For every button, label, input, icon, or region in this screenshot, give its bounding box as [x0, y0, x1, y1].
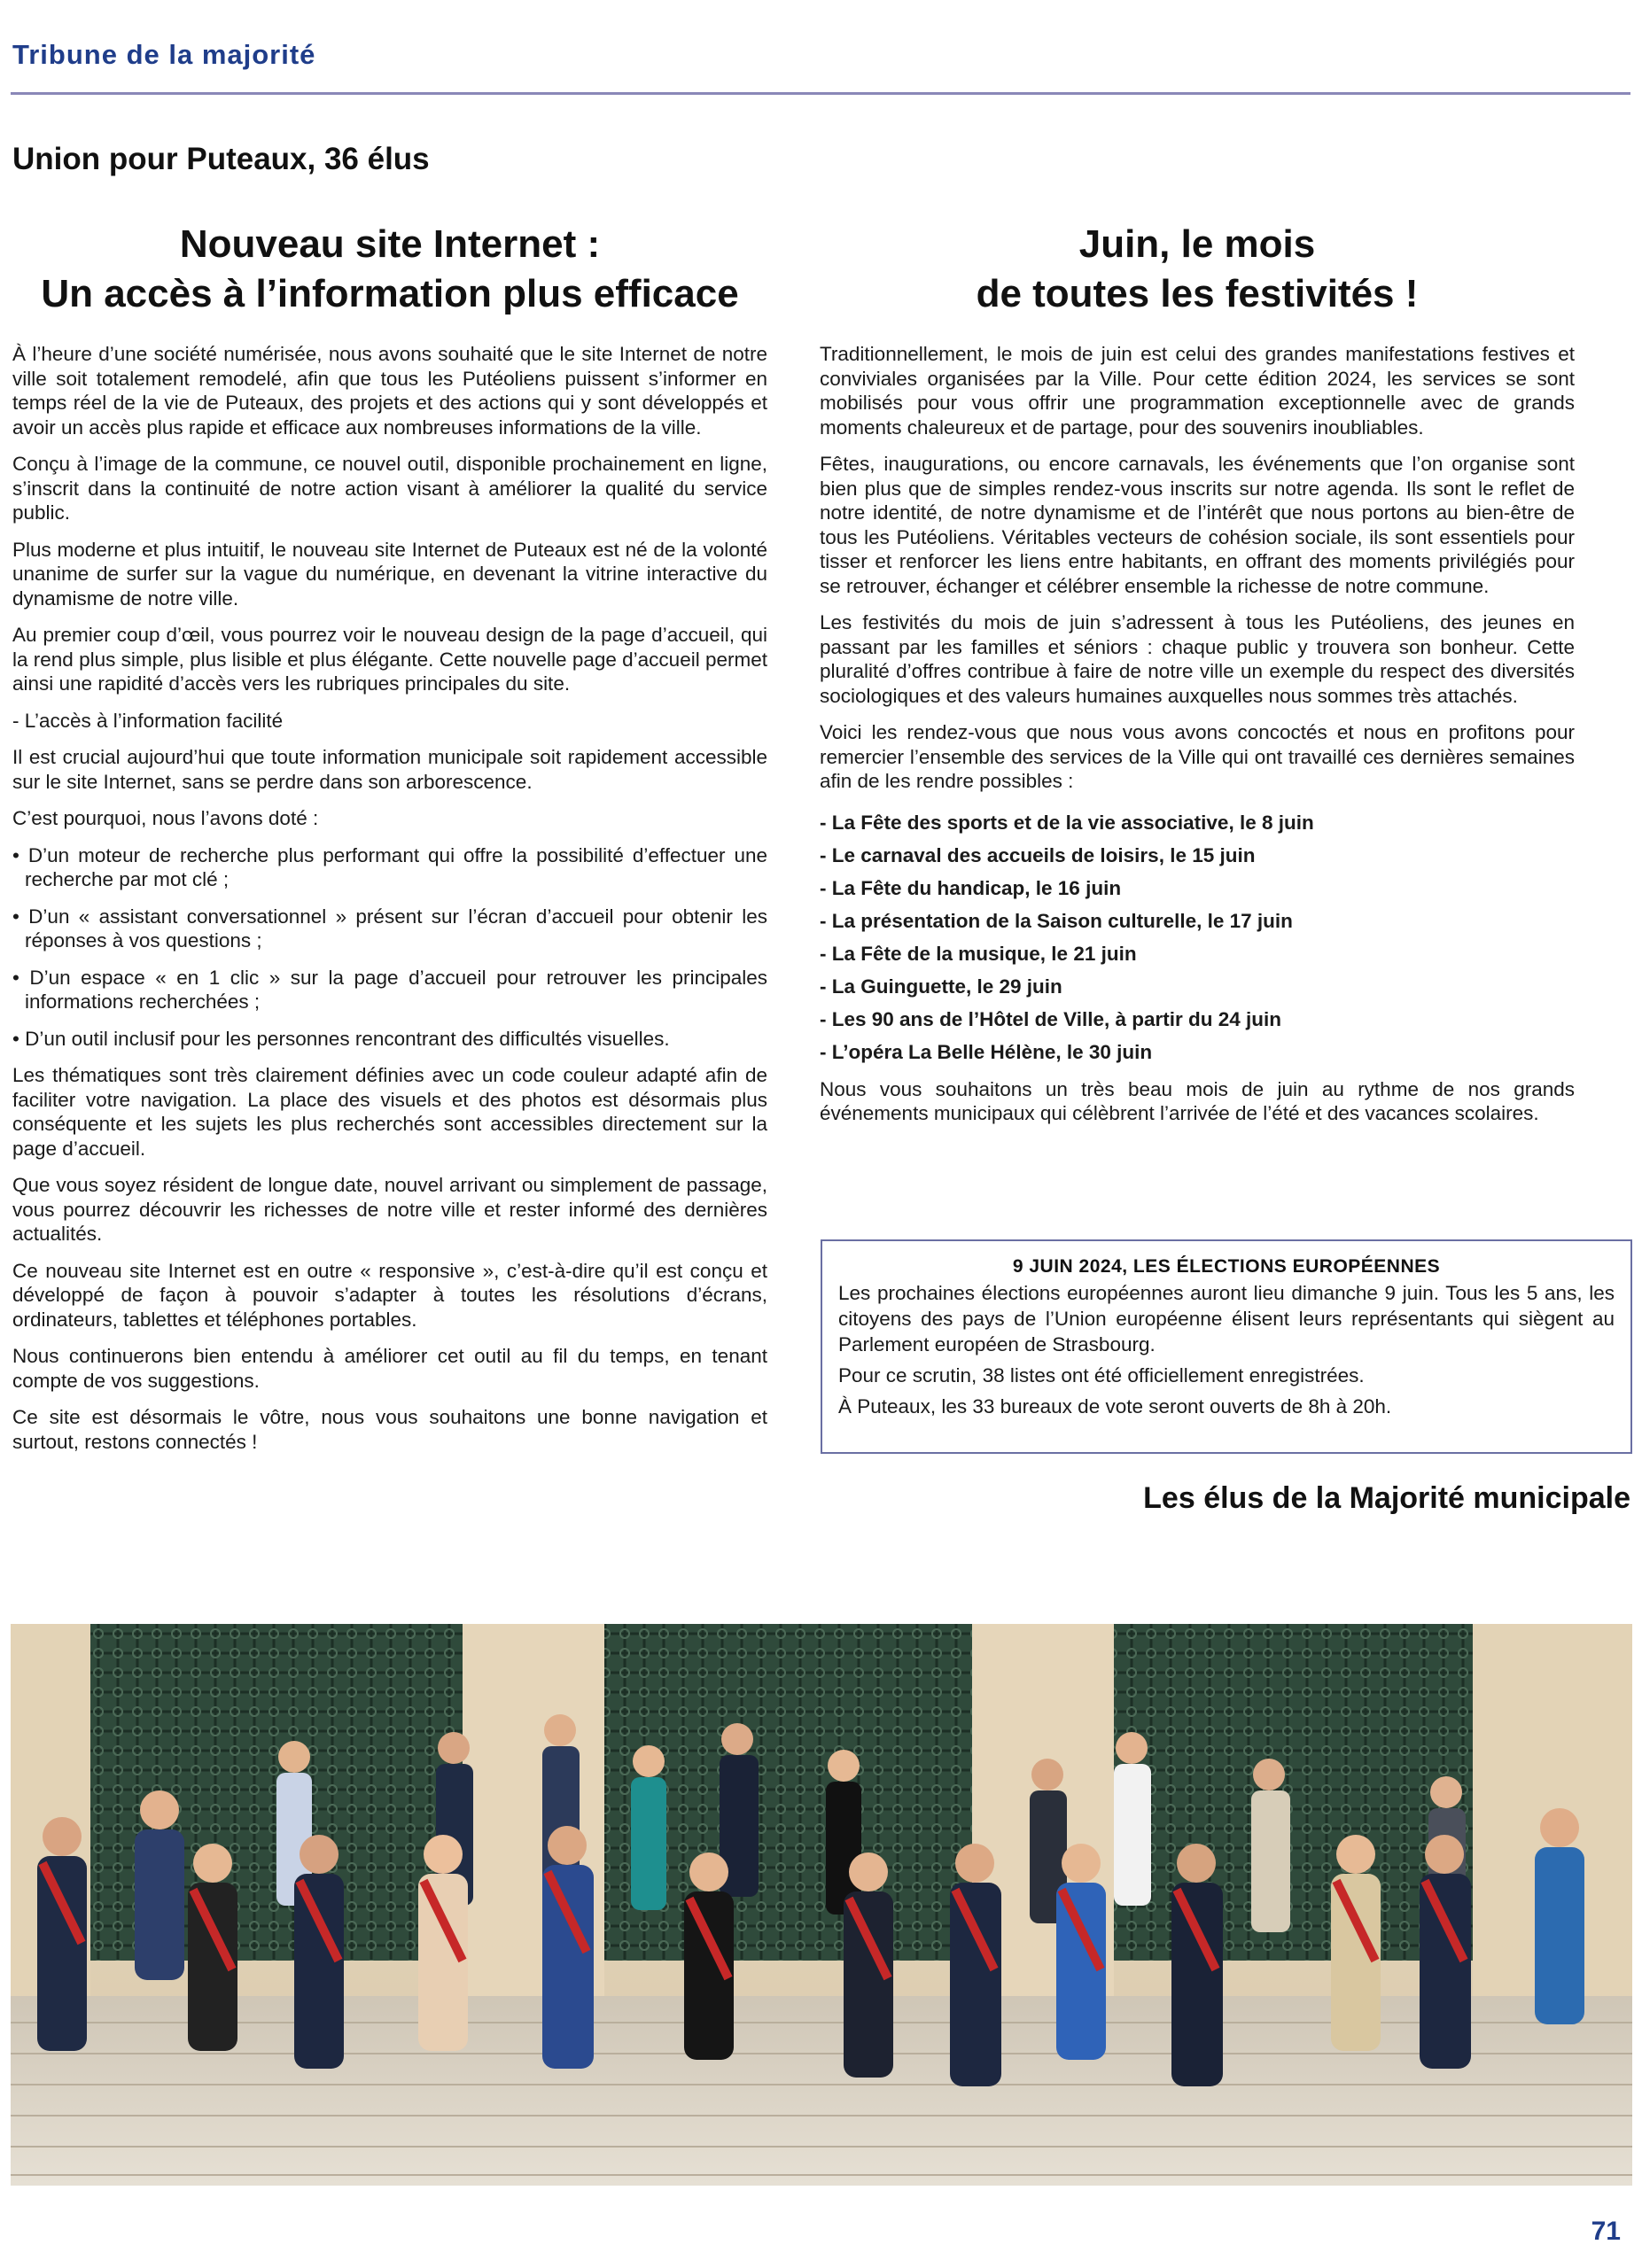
event-item: - La Fête du handicap, le 16 juin	[820, 876, 1122, 899]
right-article-heading	[820, 220, 1575, 342]
event-item: - Le carnaval des accueils de loisirs, le 15 juin	[820, 843, 1256, 866]
paragraph: Nous continuerons bien entendu à améliorer cet outil au fil du temps, en tenant compte de vos suggestions.	[12, 1345, 767, 1392]
paragraph: C’est pourquoi, nous l’avons doté :	[12, 807, 319, 829]
event-item: - La Fête de la musique, le 21 juin	[820, 942, 1137, 965]
bullet-item: • D’un espace « en 1 clic » sur la page d’accueil pour retrouver les principales informations recherchées ;	[12, 966, 767, 1013]
bullet-item: • D’un outil inclusif pour les personnes rencontrant des difficultés visuelles.	[12, 1027, 670, 1050]
bullet-item: • D’un « assistant conversationnel » présent sur l’écran d’accueil pour obtenir les réponses à vos questions ;	[12, 905, 767, 951]
signature: Les élus de la Majorité municipale	[1143, 1481, 1630, 1515]
paragraph: Fêtes, inaugurations, ou encore carnavals, les événements que l’on organise sont bien plus que de simples rendez-vous inscrits sur notre agenda. Ils sont le reflet de notre identité, de notre dynamisme et de l’intérêt que nous portons au bien-être de tous les Putéoliens. Véritables vecteurs de cohésion sociale, ils sont essentiels pour tisser et renforcer les liens entre habitants, en offrant des moments privilégiés pour se retrouver, échanger et célébrer ensemble la richesse de notre commune.	[820, 453, 1575, 597]
paragraph: Ce site est désormais le vôtre, nous vous souhaitons une bonne navigation et surtout, restons connectés !	[12, 1406, 767, 1453]
paragraph: Ce nouveau site Internet est en outre « responsive », c’est-à-dire qu’il est conçu et développé de façon à pouvoir s’adapter à toutes les résolutions d’écrans, ordinateurs, tablettes et téléphones portables.	[12, 1259, 767, 1331]
event-item: - La Guinguette, le 29 juin	[820, 975, 1062, 998]
group-title: Union pour Puteaux, 36 élus	[12, 142, 430, 176]
paragraph: À l’heure d’une société numérisée, nous avons souhaité que le site Internet de notre ville soit totalement remodelé, afin que tous les Putéoliens puissent s’informer en temps réel de la vie de Puteaux, des projets et des actions qui y sont développés et avoir un accès plus rapide et efficace aux nombreuses informations de la ville.	[12, 343, 767, 439]
paragraph: Conçu à l’image de la commune, ce nouvel outil, disponible prochainement en ligne, s’inscrit dans la continuité de notre action visant à améliorer la qualité du service public.	[12, 453, 767, 524]
right-heading-line-2: de toutes les festivités !	[976, 272, 1419, 315]
event-item: - L’opéra La Belle Hélène, le 30 juin	[820, 1040, 1153, 1063]
paragraph: Les festivités du mois de juin s’adressent à tous les Putéoliens, des jeunes en passant par les familles et séniors : chaque public y trouvera son bonheur. Cette pluralité d’offres contribue à faire de notre ville un exemple du respect des diversités sociologiques et des valeurs humaines auxquelles nous sommes très attachés.	[820, 611, 1575, 707]
paragraph: Plus moderne et plus intuitif, le nouveau site Internet de Puteaux est né de la volonté unanime de surfer sur la vague du numérique, en devenant la vitrine interactive du dynamisme de notre ville.	[12, 538, 767, 610]
paragraph: Au premier coup d’œil, vous pourrez voir le nouveau design de la page d’accueil, qui la rend plus simple, plus lisible et plus élégante. Cette nouvelle page d’accueil permet ainsi une rapidité d’accès vers les rubriques principales du site.	[12, 624, 767, 695]
left-article	[12, 220, 767, 1466]
box-line: Pour ce scrutin, 38 listes ont été officiellement enregistrées.	[838, 1364, 1365, 1386]
page-number: 71	[1591, 2217, 1621, 2246]
left-article-body	[12, 342, 767, 1454]
paragraph: Traditionnellement, le mois de juin est celui des grandes manifestations festives et conviviales organisées par la Ville. Pour cette édition 2024, les services se sont mobilisés pour vous offrir une programmation exceptionnelle avec de grands moments chaleureux et de partage, pour des souvenirs inoubliables.	[820, 343, 1575, 439]
paragraph: Que vous soyez résident de longue date, nouvel arrivant ou simplement de passage, vous pourrez découvrir les richesses de notre ville et rester informé des dernières actualités.	[12, 1174, 767, 1245]
section-title: Tribune de la majorité	[12, 39, 316, 70]
subheading: - L’accès à l’information facilité	[12, 709, 284, 732]
box-line: Les prochaines élections européennes auront lieu dimanche 9 juin. Tous les 5 ans, les citoyens des pays de l’Union européenne élisent leurs représentants qui siègent au Parlement européen de Strasbourg.	[838, 1282, 1615, 1355]
left-heading-line-2: Un accès à l’information plus efficace	[41, 272, 739, 315]
right-article-body	[820, 342, 1575, 1126]
right-article	[820, 220, 1575, 1138]
right-heading-line-1: Juin, le mois	[1078, 222, 1316, 266]
elections-box-title: 9 JUIN 2024, LES ÉLECTIONS EUROPÉENNES	[1012, 1256, 1441, 1277]
paragraph: Il est crucial aujourd’hui que toute information municipale soit rapidement accessible sur le site Internet, sans se perdre dans son arborescence.	[12, 746, 767, 793]
event-item: - La Fête des sports et de la vie associative, le 8 juin	[820, 811, 1314, 834]
event-item: - Les 90 ans de l’Hôtel de Ville, à partir du 24 juin	[820, 1007, 1281, 1030]
left-article-heading	[12, 220, 767, 342]
elections-info-box	[821, 1239, 1632, 1454]
bullet-item: • D’un moteur de recherche plus performant qui offre la possibilité d’effectuer une recherche par mot clé ;	[12, 843, 767, 890]
paragraph: Voici les rendez-vous que nous vous avons concoctés et nous en profitons pour remercier l’ensemble des services de la Ville qui ont travaillé ces dernières semaines afin de les rendre possibles :	[820, 721, 1575, 792]
box-line: À Puteaux, les 33 bureaux de vote seront ouverts de 8h à 20h.	[838, 1395, 1392, 1418]
event-item: - La présentation de la Saison culturelle, le 17 juin	[820, 909, 1293, 932]
group-photo	[11, 1624, 1632, 2186]
header-divider	[11, 92, 1630, 95]
paragraph: Nous vous souhaitons un très beau mois de juin au rythme de nos grands événements municipaux qui célèbrent l’arrivée de l’été et des vacances scolaires.	[820, 1077, 1575, 1124]
events-list	[820, 806, 1575, 1068]
left-heading-line-1: Nouveau site Internet :	[179, 222, 601, 266]
paragraph: Les thématiques sont très clairement définies avec un code couleur adapté afin de faciliter votre navigation. La place des visuels et des photos est désormais plus conséquente et les sujets les plus recherchés sont accessibles directement sur la page d’accueil.	[12, 1064, 767, 1160]
